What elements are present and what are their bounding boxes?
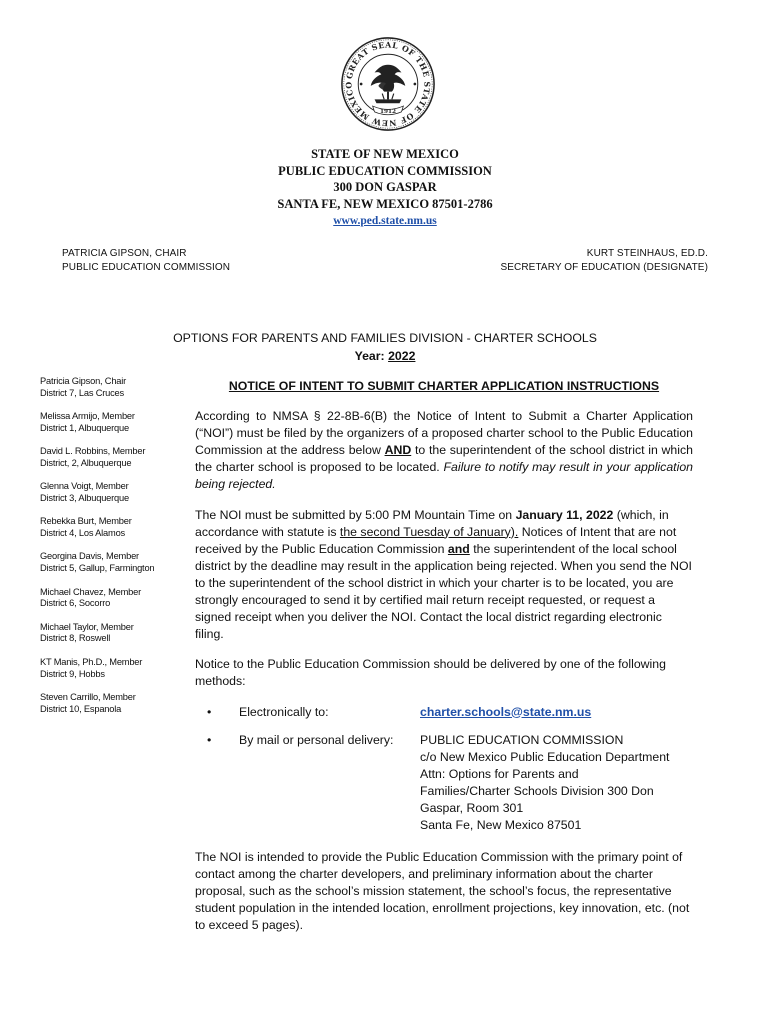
division-title: OPTIONS FOR PARENTS AND FAMILIES DIVISION - CHARTER SCHOOLS (173, 331, 597, 345)
member-district: District, 2, Albuquerque (40, 457, 132, 468)
p1-text-2: to the superintendent of the school district in which the charter school is proposed to be located. (195, 443, 693, 474)
method-label: By mail or personal delivery: (239, 732, 394, 747)
paragraph-statute (195, 408, 693, 493)
division-year (0, 347, 770, 365)
method-electronic (195, 704, 693, 721)
address-line: Gaspar, Room 301 (420, 800, 524, 815)
year-label: Year: (354, 349, 385, 363)
member-item (40, 411, 190, 435)
member-name: Rebekka Burt, Member (40, 516, 132, 527)
member-item (40, 692, 190, 716)
second-tuesday: the second Tuesday of January). (339, 524, 519, 539)
member-item (40, 587, 190, 611)
p2-text-3: Notices of Intent that are not received by the Public Education Commission (195, 524, 677, 556)
commission-members (40, 376, 190, 727)
paragraph-deadline (195, 507, 693, 643)
mailing-address (420, 732, 693, 834)
notice-heading: NOTICE OF INTENT TO SUBMIT CHARTER APPLICATION INSTRUCTIONS (228, 379, 660, 393)
p2-and-emphasis: and (447, 541, 470, 556)
member-item (40, 481, 190, 505)
p2-text-4: the superintendent of the local school district by the deadline may result in the application being rejected. When you send the NOI to the superintendent of the school district in which your charter is to be located, you are strongly encouraged to send it by certified mail return receipt requested, or request a signed receipt when you deliver the NOI. Contact the local district regarding electronic filing. (195, 541, 692, 641)
method-mail (195, 732, 693, 836)
member-district: District 6, Socorro (40, 598, 111, 609)
member-name: Melissa Armijo, Member (40, 411, 135, 422)
state-seal-eagle-icon (340, 36, 436, 132)
letterhead-city: SANTA FE, NEW MEXICO 87501-2786 (277, 196, 493, 211)
chair-name: PATRICIA GIPSON, CHAIR (62, 248, 187, 259)
website-link[interactable]: www.ped.state.nm.us (333, 215, 437, 227)
member-name: Glenna Voigt, Member (40, 481, 129, 492)
member-item (40, 516, 190, 540)
member-district: District 9, Hobbs (40, 668, 105, 679)
member-district: District 8, Roswell (40, 633, 111, 644)
chair-org: PUBLIC EDUCATION COMMISSION (62, 262, 231, 273)
member-item (40, 622, 190, 646)
member-district: District 4, Los Alamos (40, 528, 125, 539)
member-district: District 10, Espanola (40, 703, 122, 714)
division-heading (0, 329, 770, 365)
member-item (40, 376, 190, 400)
bullet: • (207, 704, 212, 719)
secretary-title: SECRETARY OF EDUCATION (DESIGNATE) (500, 262, 708, 273)
address-line: Attn: Options for Parents and (420, 766, 579, 781)
member-name: Michael Taylor, Member (40, 621, 134, 632)
member-item (40, 446, 190, 470)
method-label: Electronically to: (239, 704, 329, 719)
p1-warning: Failure to notify may result in your application being rejected. (195, 460, 693, 491)
member-name: David L. Robbins, Member (40, 446, 146, 457)
member-name: Georgina Davis, Member (40, 551, 139, 562)
seal-year: 1912 (379, 108, 397, 115)
p1-text: According to NMSA § 22-8B-6(B) the Notice of Intent to Submit a Charter Application (“NOI”) must be filed by the organizers of a proposed charter school to the Public Education Commission at the address below (195, 409, 693, 457)
year-value: 2022 (388, 349, 416, 363)
member-name: Patricia Gipson, Chair (40, 376, 127, 386)
bullet: • (207, 732, 212, 747)
member-name: Michael Chavez, Member (40, 586, 142, 597)
email-link[interactable]: charter.schools@state.nm.us (420, 704, 592, 719)
address-line: Families/Charter Schools Division 300 Don (420, 783, 654, 798)
notice-body (195, 378, 693, 947)
p2-text: The NOI must be submitted by 5:00 PM Mountain Time on (195, 507, 516, 522)
letterhead-commission: PUBLIC EDUCATION COMMISSION (278, 163, 492, 178)
address-line: Santa Fe, New Mexico 87501 (420, 817, 582, 832)
member-name: KT Manis, Ph.D., Member (40, 656, 143, 667)
chair-block (62, 247, 230, 275)
p1-and-emphasis: AND (384, 443, 412, 457)
member-district: District 7, Las Cruces (40, 387, 124, 398)
address-line: PUBLIC EDUCATION COMMISSION (420, 732, 624, 747)
secretary-block (501, 247, 709, 275)
letterhead-state: STATE OF NEW MEXICO (311, 147, 459, 161)
member-item (40, 551, 190, 575)
p2-text-2: (which, in accordance with statute is (195, 507, 669, 539)
member-district: District 3, Albuquerque (40, 493, 129, 504)
paragraph-purpose: The NOI is intended to provide the Public Education Commission with the primary point of contact among the charter developers, and preliminary information about the charter proposal, such as the school’s mission statement, the school’s focus, the representative student population in the intended location, enrollment projections, key innovation, etc. (not to exceed 5 pages). (195, 849, 690, 932)
paragraph-methods-intro: Notice to the Public Education Commission should be delivered by one of the following methods: (195, 657, 666, 688)
letterhead-street: 300 DON GASPAR (333, 180, 437, 194)
seal-ring-text: GREAT SEAL OF THE STATE OF NEW MEXICO (344, 40, 432, 128)
letterhead (0, 146, 770, 230)
member-item (40, 657, 190, 681)
member-district: District 5, Gallup, Farmington (40, 563, 155, 574)
member-name: Steven Carrillo, Member (40, 691, 136, 702)
secretary-name: KURT STEINHAUS, ED.D. (586, 248, 708, 259)
deadline-date: January 11, 2022 (515, 507, 614, 522)
member-district: District 1, Albuquerque (40, 422, 129, 433)
address-line: c/o New Mexico Public Education Department (420, 749, 670, 764)
